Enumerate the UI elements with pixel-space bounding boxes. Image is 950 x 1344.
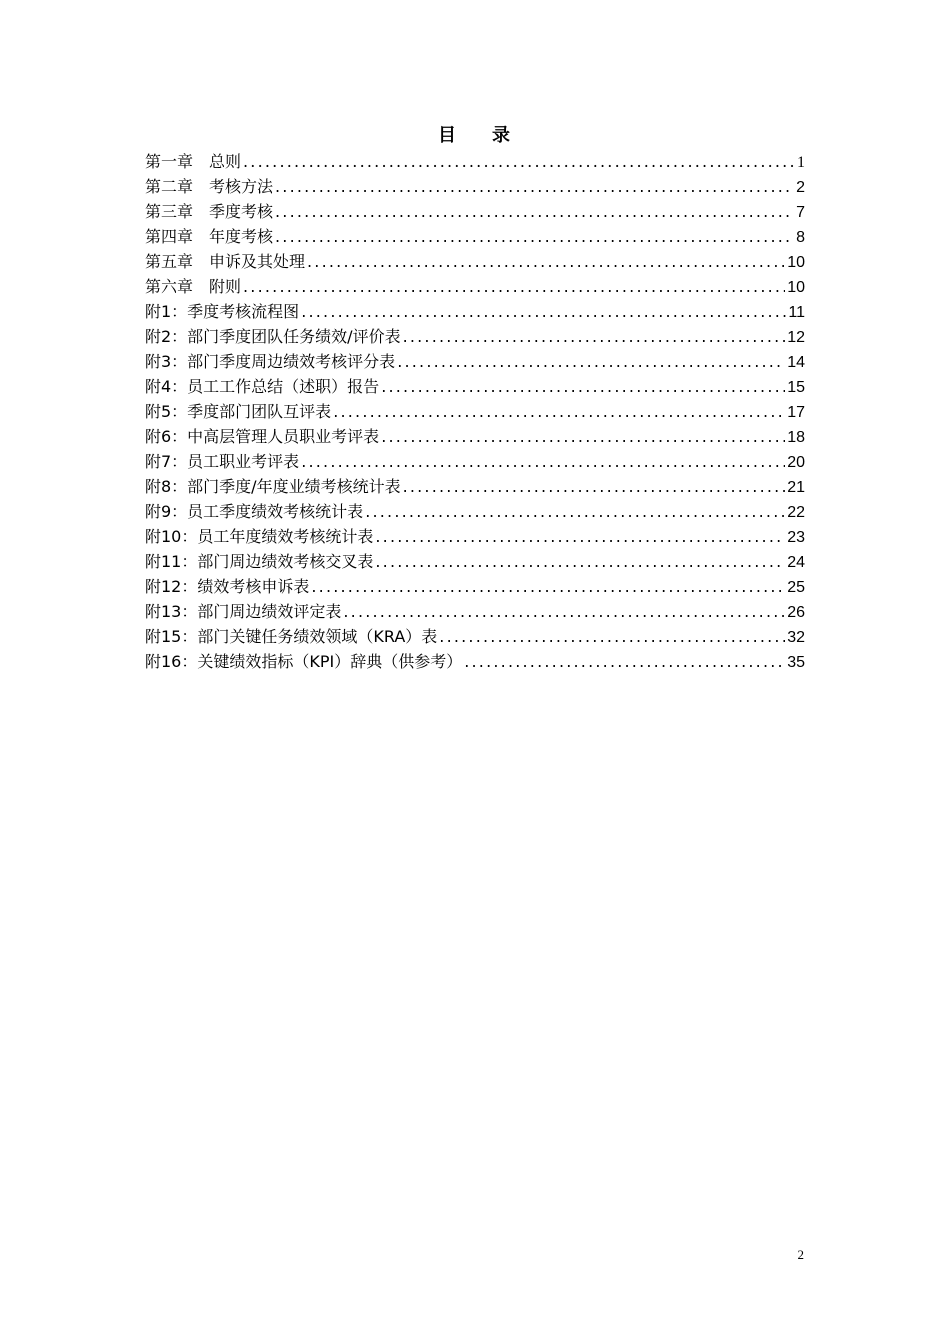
toc-entry-page: 26 <box>787 604 805 621</box>
toc-entry-label: 第二章 考核方法 <box>145 177 274 196</box>
toc-leader-dots <box>375 524 785 549</box>
toc-title-char-2: 录 <box>492 125 512 146</box>
toc-entry-appendix-8[interactable] <box>145 474 805 499</box>
toc-entry-appendix-1[interactable] <box>145 299 805 324</box>
toc-title-char-1: 目 <box>438 125 458 146</box>
toc-entry-appendix-9[interactable] <box>145 499 805 524</box>
toc-entry-page: 10 <box>787 279 805 296</box>
toc-entry-page: 24 <box>787 554 805 571</box>
toc-leader-dots <box>365 499 785 524</box>
toc-entry-page: 20 <box>787 454 805 471</box>
toc-entry-page: 17 <box>787 404 805 421</box>
toc-leader-dots <box>439 624 785 649</box>
toc-leader-dots <box>397 349 785 374</box>
toc-entry-appendix-4[interactable] <box>145 374 805 399</box>
toc-entry-appendix-13[interactable] <box>145 599 805 624</box>
toc-entry-chapter-5[interactable] <box>145 249 805 274</box>
toc-entry-appendix-10[interactable] <box>145 524 805 549</box>
toc-entry-page: 11 <box>788 304 805 321</box>
toc-entry-label: 附5：季度部门团队互评表 <box>145 402 332 421</box>
toc-entry-appendix-12[interactable] <box>145 574 805 599</box>
toc-leader-dots <box>403 324 786 349</box>
toc-entry-label: 第三章 季度考核 <box>145 202 274 221</box>
page-number: 2 <box>797 1247 804 1262</box>
toc-entry-page: 25 <box>787 579 805 596</box>
toc-entry-label: 附2：部门季度团队任务绩效/评价表 <box>145 327 401 346</box>
toc-leader-dots <box>275 174 794 199</box>
toc-leader-dots <box>311 574 785 599</box>
toc-entry-label: 附9：员工季度绩效考核统计表 <box>145 502 364 521</box>
toc-entry-appendix-15[interactable] <box>145 624 805 649</box>
toc-leader-dots <box>243 149 795 174</box>
toc-entry-label: 附12：绩效考核申诉表 <box>145 577 310 596</box>
toc-entry-label: 附1：季度考核流程图 <box>145 302 300 321</box>
toc-leader-dots <box>333 399 785 424</box>
toc-entry-label: 第五章 申诉及其处理 <box>145 252 306 271</box>
toc-entry-appendix-7[interactable] <box>145 449 805 474</box>
toc-entry-appendix-11[interactable] <box>145 549 805 574</box>
toc-entry-label: 附3：部门季度周边绩效考核评分表 <box>145 352 396 371</box>
toc-entry-page: 8 <box>796 229 805 246</box>
toc-entry-label: 附15：部门关键任务绩效领域（KRA）表 <box>145 627 438 646</box>
toc-entry-chapter-3[interactable] <box>145 199 805 224</box>
toc-entry-chapter-6[interactable] <box>145 274 805 299</box>
toc-leader-dots <box>307 249 785 274</box>
toc-entry-label: 第一章 总则 <box>145 152 242 171</box>
toc-leader-dots <box>375 549 785 574</box>
toc-entry-label: 附7：员工职业考评表 <box>145 452 300 471</box>
toc-leader-dots <box>403 474 786 499</box>
toc-entry-page: 22 <box>787 504 805 521</box>
toc-entry-page: 1 <box>797 154 805 171</box>
toc-leader-dots <box>301 449 785 474</box>
toc-list <box>145 149 805 674</box>
toc-leader-dots <box>275 224 794 249</box>
toc-entry-chapter-4[interactable] <box>145 224 805 249</box>
toc-entry-chapter-2[interactable] <box>145 174 805 199</box>
toc-entry-page: 21 <box>787 479 805 496</box>
toc-entry-page: 14 <box>787 354 805 371</box>
toc-entry-appendix-16[interactable] <box>145 649 805 674</box>
toc-entry-appendix-3[interactable] <box>145 349 805 374</box>
toc-leader-dots <box>275 199 794 224</box>
toc-entry-label: 第六章 附则 <box>145 277 242 296</box>
toc-entry-page: 2 <box>796 179 805 196</box>
toc-entry-page: 10 <box>787 254 805 271</box>
toc-leader-dots <box>381 374 785 399</box>
toc-entry-page: 23 <box>787 529 805 546</box>
toc-entry-page: 32 <box>787 629 805 646</box>
toc-entry-page: 7 <box>796 204 805 221</box>
toc-entry-label: 附8：部门季度/年度业绩考核统计表 <box>145 477 401 496</box>
toc-entry-label: 第四章 年度考核 <box>145 227 274 246</box>
toc-entry-appendix-6[interactable] <box>145 424 805 449</box>
toc-leader-dots <box>381 424 785 449</box>
toc-entry-page: 18 <box>787 429 805 446</box>
toc-entry-chapter-1[interactable] <box>145 149 805 174</box>
toc-title <box>0 124 950 148</box>
toc-leader-dots <box>464 649 785 674</box>
toc-entry-label: 附6：中高层管理人员职业考评表 <box>145 427 380 446</box>
toc-leader-dots <box>301 299 786 324</box>
toc-entry-label: 附13：部门周边绩效评定表 <box>145 602 342 621</box>
toc-entry-appendix-2[interactable] <box>145 324 805 349</box>
toc-entry-appendix-5[interactable] <box>145 399 805 424</box>
toc-leader-dots <box>343 599 785 624</box>
toc-entry-label: 附16：关键绩效指标（KPI）辞典（供参考） <box>145 652 463 671</box>
toc-leader-dots <box>243 274 785 299</box>
toc-entry-label: 附10：员工年度绩效考核统计表 <box>145 527 374 546</box>
toc-entry-label: 附4：员工工作总结（述职）报告 <box>145 377 380 396</box>
toc-entry-page: 12 <box>787 329 805 346</box>
toc-entry-page: 35 <box>787 654 805 671</box>
toc-entry-page: 15 <box>787 379 805 396</box>
toc-entry-label: 附11：部门周边绩效考核交叉表 <box>145 552 374 571</box>
